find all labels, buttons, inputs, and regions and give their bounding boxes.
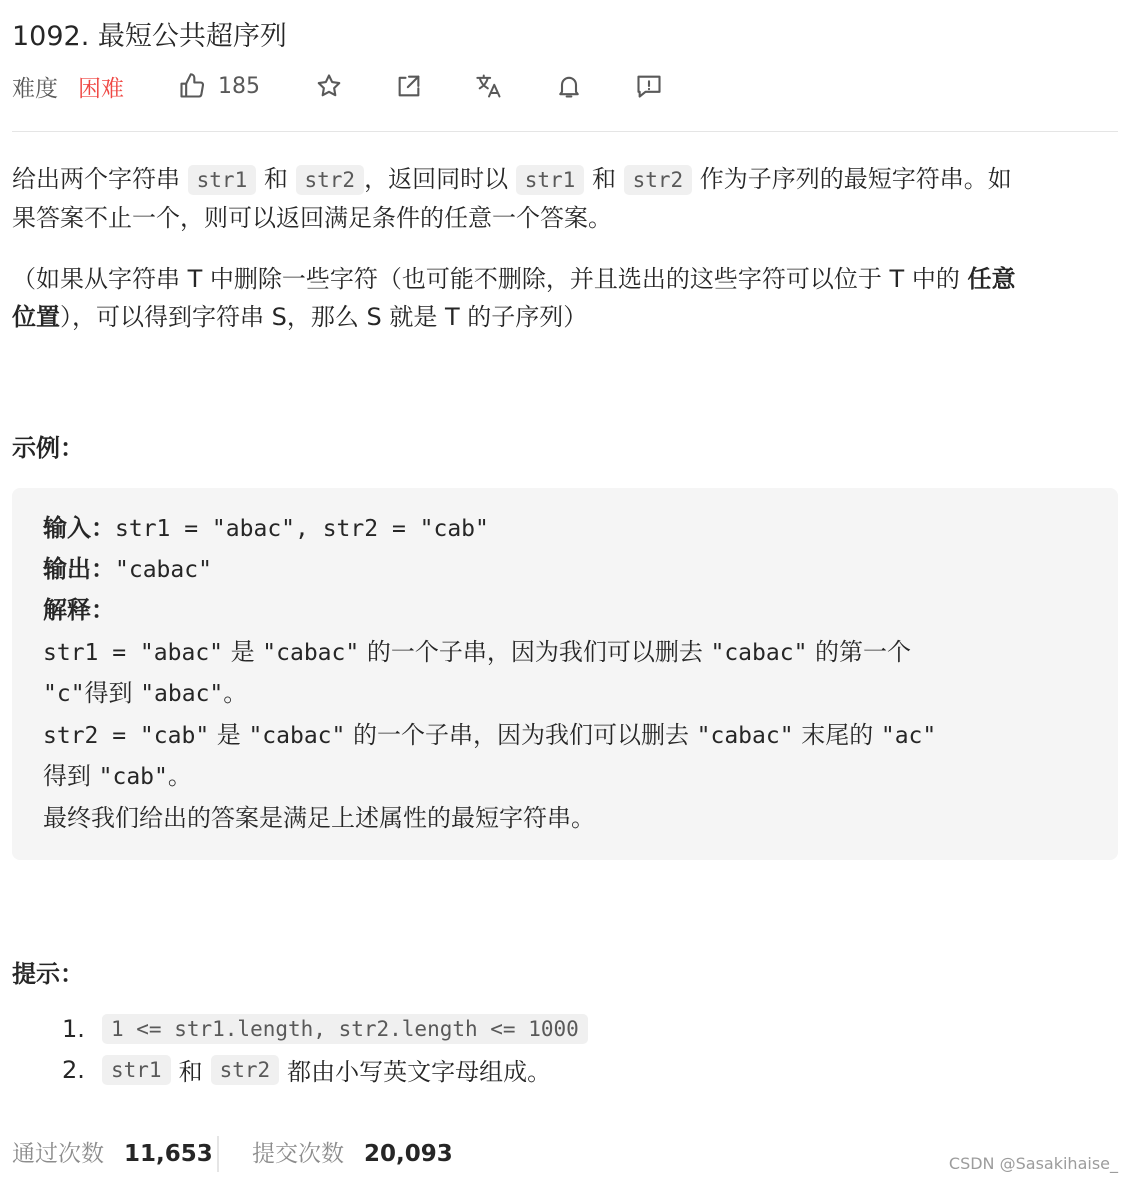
feedback-icon — [635, 72, 663, 100]
example-explain-line-4: 得到 "cab"。 — [43, 762, 192, 790]
example-input: 输入：str1 = "abac", str2 = "cab" — [43, 514, 489, 542]
like-count: 185 — [218, 73, 260, 99]
hint-item-2: 2. str1 和 str2 都由小写英文字母组成。 — [62, 1055, 552, 1086]
inline-code-str1: str1 — [516, 165, 585, 195]
example-block — [12, 488, 1118, 860]
difficulty — [12, 68, 124, 104]
example-heading: 示例： — [12, 434, 84, 462]
subscribe-button[interactable] — [555, 68, 583, 104]
accepted-label: 通过次数 — [12, 1141, 104, 1167]
hint-item-1: 1. 1 <= str1.length, str2.length <= 1000 — [62, 1014, 588, 1044]
translate-icon — [475, 72, 503, 100]
inline-code-constraint: 1 <= str1.length, str2.length <= 1000 — [102, 1014, 588, 1044]
translate-button[interactable] — [475, 68, 503, 104]
example-explain-line-5: 最终我们给出的答案是满足上述属性的最短字符串。 — [43, 804, 595, 832]
inline-code-str1: str1 — [188, 165, 257, 195]
divider — [12, 131, 1118, 132]
feedback-button[interactable] — [635, 68, 663, 104]
difficulty-label: 难度 — [12, 75, 58, 102]
submitted-label: 提交次数 — [252, 1141, 344, 1167]
accepted-value: 11,653 — [124, 1141, 213, 1167]
star-icon — [315, 72, 343, 100]
description-paragraph-1: 给出两个字符串 str1 和 str2 ，返回同时以 str1 和 str2 作为子序列的最短字符串。如 果答案不止一个，则可以返回满足条件的任意一个答案。 — [12, 165, 1012, 232]
inline-code-str2: str2 — [624, 165, 693, 195]
stats-divider — [217, 1136, 219, 1172]
inline-code-str1: str1 — [102, 1055, 171, 1085]
watermark: CSDN @Sasakihaise_ — [948, 1154, 1118, 1173]
description-paragraph-2: （如果从字符串 T 中删除一些字符（也可能不删除，并且选出的这些字符可以位于 T 中的 任意 位置），可以得到字符串 S，那么 S 就是 T 的子序列） — [12, 265, 1016, 331]
example-output: 输出："cabac" — [43, 555, 212, 583]
example-explain-line-1: str1 = "abac" 是 "cabac" 的一个子串，因为我们可以删去 "cabac" 的第一个 — [43, 638, 912, 666]
example-explain-line-3: str2 = "cab" 是 "cabac" 的一个子串，因为我们可以删去 "cabac" 末尾的 "ac" — [43, 721, 937, 749]
example-explain-line-2: "c"得到 "abac"。 — [43, 679, 248, 707]
bell-icon — [555, 72, 583, 100]
submitted-value: 20,093 — [364, 1141, 453, 1167]
thumbs-up-icon — [178, 72, 206, 100]
inline-code-str2: str2 — [211, 1055, 280, 1085]
problem-title: 1092. 最短公共超序列 — [12, 21, 287, 52]
favorite-button[interactable] — [315, 68, 343, 104]
share-button[interactable] — [395, 68, 423, 104]
share-icon — [395, 72, 423, 100]
like-button[interactable] — [178, 68, 260, 104]
example-explain-label: 解释： — [43, 596, 115, 624]
hints-heading: 提示： — [12, 960, 84, 988]
problem-meta-bar — [12, 68, 1118, 104]
inline-code-str2: str2 — [296, 165, 365, 195]
difficulty-value: 困难 — [78, 75, 124, 102]
